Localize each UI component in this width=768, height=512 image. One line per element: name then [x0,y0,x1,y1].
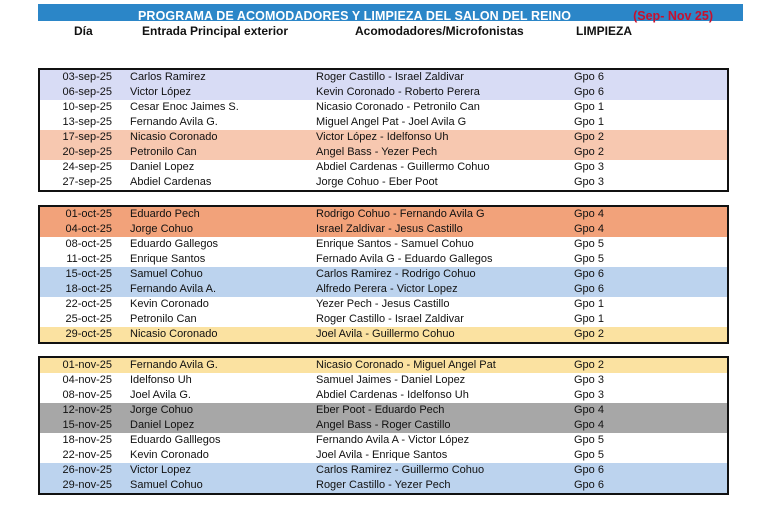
limpieza-cell: Gpo 5 [574,434,604,446]
entrada-cell: Victor López [130,86,191,98]
table-row [40,100,727,115]
date-cell: 17-sep-25 [62,131,112,143]
table-row [40,237,727,252]
acomodadores-cell: Yezer Pech - Jesus Castillo [316,298,450,310]
limpieza-cell: Gpo 6 [574,71,604,83]
acomodadores-cell: Fernado Avila G - Eduardo Gallegos [316,253,493,265]
entrada-cell: Petronilo Can [130,313,197,325]
acomodadores-cell: Carlos Ramirez - Guillermo Cohuo [316,464,485,476]
acomodadores-cell: Rodrigo Cohuo - Fernando Avila G [316,208,485,220]
entrada-cell: Joel Avila G. [130,389,191,401]
limpieza-cell: Gpo 1 [574,116,604,128]
acomodadores-cell: Abdiel Cardenas - Idelfonso Uh [316,389,469,401]
entrada-cell: Abdiel Cardenas [130,176,212,188]
table-row [40,85,727,100]
acomodadores-cell: Nicasio Coronado - Petronilo Can [316,101,480,113]
column-header-limpieza: LIMPIEZA [576,24,632,38]
limpieza-cell: Gpo 2 [574,146,604,158]
table-row [40,222,727,237]
limpieza-cell: Gpo 3 [574,374,604,386]
entrada-cell: Petronilo Can [130,146,197,158]
entrada-cell: Victor Lopez [130,464,191,476]
acomodadores-cell: Joel Avila - Enrique Santos [316,449,448,461]
date-cell: 13-sep-25 [62,116,112,128]
acomodadores-cell: Jorge Cohuo - Eber Poot [316,176,438,188]
document-title: PROGRAMA DE ACOMODADORES Y LIMPIEZA DEL SALON DEL REINO [138,9,572,23]
date-cell: 04-oct-25 [65,223,112,235]
limpieza-cell: Gpo 1 [574,313,604,325]
entrada-cell: Daniel Lopez [130,161,195,173]
entrada-cell: Jorge Cohuo [130,404,193,416]
limpieza-cell: Gpo 6 [574,464,604,476]
table-row [40,388,727,403]
acomodadores-cell: Angel Bass - Yezer Pech [316,146,438,158]
table-row [40,282,727,297]
limpieza-cell: Gpo 6 [574,86,604,98]
table-row [40,175,727,190]
entrada-cell: Eduardo Gallegos [130,238,219,250]
table-row [40,418,727,433]
entrada-cell: Kevin Coronado [130,449,209,461]
table-row [40,160,727,175]
column-header-entrada: Entrada Principal exterior [142,24,289,38]
table-row [40,358,727,373]
acomodadores-cell: Alfredo Perera - Victor Lopez [316,283,458,295]
limpieza-cell: Gpo 5 [574,449,604,461]
table-row [40,252,727,267]
limpieza-cell: Gpo 6 [574,479,604,491]
footer-note [38,506,728,512]
entrada-cell: Nicasio Coronado [130,328,218,340]
table-row [40,327,727,342]
entrada-cell: Fernando Avila G. [130,359,218,371]
date-cell: 10-sep-25 [62,101,112,113]
acomodadores-cell: Israel Zaldivar - Jesus Castillo [316,223,463,235]
acomodadores-cell: Abdiel Cardenas - Guillermo Cohuo [316,161,490,173]
title-bar [38,4,743,21]
acomodadores-cell: Eber Poot - Eduardo Pech [316,404,445,416]
acomodadores-cell: Joel Avila - Guillermo Cohuo [316,328,455,340]
acomodadores-cell: Fernando Avila A - Victor López [316,434,470,446]
limpieza-cell: Gpo 2 [574,359,604,371]
entrada-cell: Idelfonso Uh [130,374,192,386]
date-cell: 11-oct-25 [66,253,112,265]
acomodadores-cell: Miguel Angel Pat - Joel Avila G [316,116,467,128]
table-row [40,312,727,327]
limpieza-cell: Gpo 5 [574,253,604,265]
schedule-block [38,68,729,192]
table-row [40,403,727,418]
date-cell: 15-oct-25 [65,268,112,280]
table-row [40,433,727,448]
limpieza-cell: Gpo 4 [574,208,604,220]
entrada-cell: Jorge Cohuo [130,223,193,235]
date-cell: 18-oct-25 [65,283,112,295]
date-cell: 08-oct-25 [65,238,112,250]
date-cell: 18-nov-25 [62,434,112,446]
date-cell: 26-nov-25 [62,464,112,476]
limpieza-cell: Gpo 3 [574,176,604,188]
entrada-cell: Cesar Enoc Jaimes S. [130,101,239,113]
table-row [40,463,727,478]
table-row [40,115,727,130]
limpieza-cell: Gpo 3 [574,161,604,173]
date-cell: 08-nov-25 [62,389,112,401]
limpieza-cell: Gpo 2 [574,328,604,340]
date-cell: 29-nov-25 [62,479,112,491]
entrada-cell: Nicasio Coronado [130,131,218,143]
column-header-acomodadores: Acomodadores/Microfonistas [355,24,524,38]
table-row [40,478,727,493]
date-cell: 03-sep-25 [62,71,112,83]
acomodadores-cell: Angel Bass - Roger Castillo [316,419,451,431]
table-row [40,70,727,85]
acomodadores-cell: Samuel Jaimes - Daniel Lopez [316,374,466,386]
acomodadores-cell: Nicasio Coronado - Miguel Angel Pat [316,359,496,371]
table-row [40,130,727,145]
date-cell: 22-nov-25 [62,449,112,461]
table-row [40,448,727,463]
date-range: (Sep- Nov 25) [633,9,713,23]
table-row [40,267,727,282]
limpieza-cell: Gpo 1 [574,298,604,310]
acomodadores-cell: Roger Castillo - Yezer Pech [316,479,451,491]
column-header-dia: Día [74,24,93,38]
date-cell: 25-oct-25 [65,313,112,325]
limpieza-cell: Gpo 2 [574,131,604,143]
date-cell: 12-nov-25 [62,404,112,416]
entrada-cell: Eduardo Pech [130,208,200,220]
limpieza-cell: Gpo 5 [574,238,604,250]
entrada-cell: Daniel Lopez [130,419,195,431]
date-cell: 27-sep-25 [62,176,112,188]
entrada-cell: Carlos Ramirez [130,71,206,83]
date-cell: 29-oct-25 [65,328,112,340]
entrada-cell: Samuel Cohuo [130,479,203,491]
acomodadores-cell: Roger Castillo - Israel Zaldivar [316,71,464,83]
limpieza-cell: Gpo 4 [574,223,604,235]
date-cell: 22-oct-25 [65,298,112,310]
acomodadores-cell: Victor López - Idelfonso Uh [316,131,449,143]
date-cell: 01-nov-25 [62,359,112,371]
date-cell: 24-sep-25 [62,161,112,173]
limpieza-cell: Gpo 3 [574,389,604,401]
schedule-block [38,205,729,344]
table-row [40,297,727,312]
entrada-cell: Eduardo Galllegos [130,434,221,446]
limpieza-cell: Gpo 4 [574,404,604,416]
acomodadores-cell: Enrique Santos - Samuel Cohuo [316,238,474,250]
limpieza-cell: Gpo 6 [574,268,604,280]
date-cell: 04-nov-25 [62,374,112,386]
entrada-cell: Enrique Santos [130,253,206,265]
acomodadores-cell: Kevin Coronado - Roberto Perera [316,86,480,98]
entrada-cell: Fernando Avila G. [130,116,218,128]
limpieza-cell: Gpo 1 [574,101,604,113]
entrada-cell: Fernando Avila A. [130,283,217,295]
entrada-cell: Samuel Cohuo [130,268,203,280]
date-cell: 06-sep-25 [62,86,112,98]
entrada-cell: Kevin Coronado [130,298,209,310]
acomodadores-cell: Roger Castillo - Israel Zaldivar [316,313,464,325]
date-cell: 20-sep-25 [62,146,112,158]
schedule-block [38,356,729,495]
limpieza-cell: Gpo 6 [574,283,604,295]
table-row [40,145,727,160]
table-row [40,207,727,222]
date-cell: 01-oct-25 [65,208,112,220]
date-cell: 15-nov-25 [62,419,112,431]
acomodadores-cell: Carlos Ramirez - Rodrigo Cohuo [316,268,476,280]
table-row [40,373,727,388]
limpieza-cell: Gpo 4 [574,419,604,431]
